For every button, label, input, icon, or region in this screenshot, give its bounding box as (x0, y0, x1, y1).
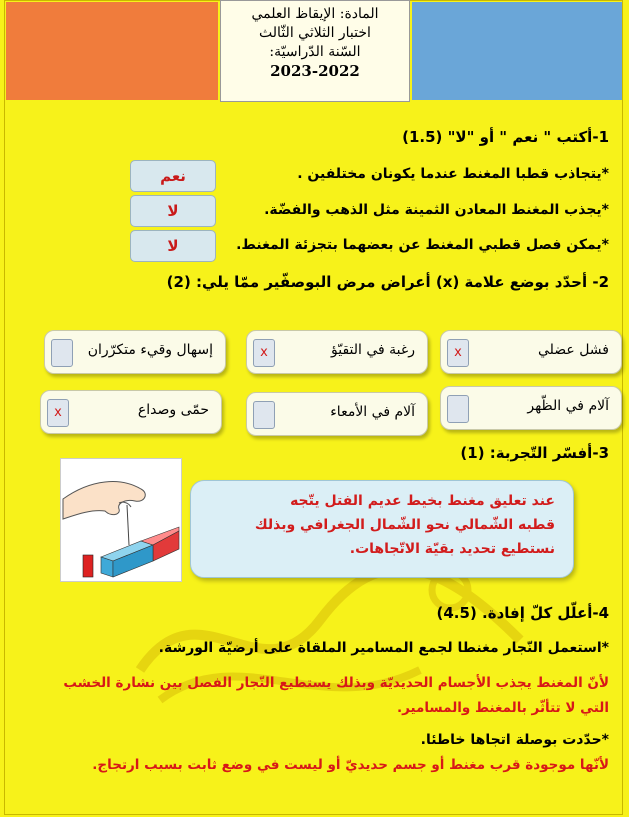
symptom-option-1[interactable] (440, 330, 622, 374)
q1-statement-1: *يتجاذب قطبا المغنط عندما يكونان مختلفين . (297, 166, 609, 182)
suspended-magnet-image (60, 458, 182, 582)
symptom-label: حمّى وصداع (137, 402, 209, 418)
subject-line: المادة: الإيقاظ العلمي (251, 6, 379, 22)
symptom-checkbox[interactable] (447, 395, 469, 423)
symptom-option-2[interactable] (246, 330, 428, 374)
symptom-checkbox[interactable]: x (447, 339, 469, 367)
symptom-option-6[interactable] (40, 390, 222, 434)
q1-title: 1-أكتب " نعم " أو "لا" (1.5) (402, 128, 609, 146)
q3-answer-line-1: عند تعليق مغنط بخيط عديم الفتل يتّجه (290, 493, 555, 509)
blue-header-block (412, 2, 622, 100)
symptom-checkbox[interactable] (253, 401, 275, 429)
orange-header-block (6, 2, 218, 100)
q4-statement-1: *استعمل النّجار مغنطا لجمع المسامير الملقاة على أرضيّة الورشة. (158, 640, 609, 656)
q3-answer-line-3: نستطيع تحديد بقيّة الاتّجاهات. (349, 541, 555, 557)
exam-header (220, 0, 410, 102)
hand-magnet-illustration (61, 459, 181, 581)
q2-title: 2- أحدّد بوضع علامة (x) أعراض مرض البوصفّير ممّا يلي: (2) (166, 273, 609, 291)
symptom-label: إسهال وقيء متكرّران (87, 342, 213, 358)
q1-statement-3: *يمكن فصل قطبي المغنط عن بعضهما بتجزئة المغنط. (236, 237, 609, 253)
symptom-option-3[interactable] (44, 330, 226, 374)
school-year-line: السّنة الدّراسيّة: (269, 44, 361, 60)
q4-answer-1-line-2: التي لا تتأثّر بالمغنط والمسامير. (396, 700, 609, 716)
symptom-label: فشل عضلي (537, 342, 609, 358)
symptom-label: آلام في الأمعاء (330, 404, 415, 420)
q1-answer-box-2: لا (130, 195, 216, 227)
symptom-option-5[interactable] (246, 392, 428, 436)
symptom-label: رغبة في التقيّؤ (331, 342, 415, 358)
q4-answer-1-line-1: لأنّ المغنط يجذب الأجسام الحديديّة وبذلك يستطيع النّجار الفصل بين نشارة الخشب (63, 675, 609, 691)
symptom-checkbox[interactable]: x (47, 399, 69, 427)
exam-line: اختبار الثلاثي الثّالث (259, 25, 371, 41)
q1-answer-box-1: نعم (130, 160, 216, 192)
symptom-checkbox[interactable]: x (253, 339, 275, 367)
q4-answer-2: لأنّها موجودة قرب مغنط أو جسم حديديّ أو ليست في وضع ثابت بسبب ارتجاج. (92, 757, 609, 773)
q4-statement-2: *حدّدت بوصلة اتجاها خاطئا. (420, 732, 609, 748)
q3-title: 3-أفسّر التّجربة: (1) (460, 444, 609, 462)
years-line: 2023-2022 (270, 62, 360, 80)
q3-answer-line-2: قطبه الشّمالي نحو الشّمال الجغرافي وبذلك (254, 517, 555, 533)
q3-answer-callout (190, 480, 574, 578)
q1-answer-box-3: لا (130, 230, 216, 262)
symptom-label: آلام في الظّهر (527, 398, 609, 414)
q1-statement-2: *يجذب المغنط المعادن الثمينة مثل الذهب والفضّة. (264, 202, 609, 218)
symptom-checkbox[interactable] (51, 339, 73, 367)
q4-title: 4-أعلّل كلّ إفادة. (4.5) (436, 604, 609, 622)
symptom-option-4[interactable] (440, 386, 622, 430)
